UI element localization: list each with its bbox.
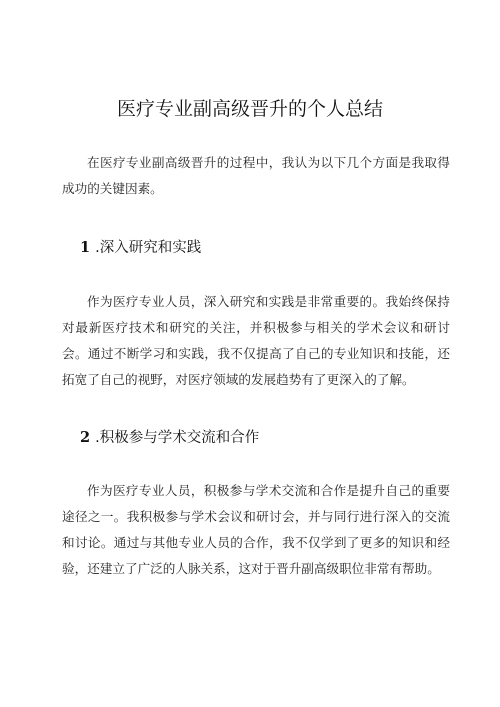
section-1-heading — [80, 238, 201, 258]
page-title: 医疗专业副高级晋升的个人总结 — [116, 98, 383, 120]
section-2-number: 2 — [80, 429, 91, 446]
section-1-number: 1 — [80, 239, 91, 256]
section-1-title: .深入研究和实践 — [95, 240, 202, 256]
section-1-body: 作为医疗专业人员，深入研究和实践是非常重要的。我始终保持对最新医疗技术和研究的关注，并积极参与相关的学术会议和研讨会。通过不断学习和实践，我不仅提高了自己的专业知识和技能，还拓宽了自己的视野，对医疗领域的发展趋势有了更深入的了解。 — [62, 294, 450, 387]
intro-paragraph: 在医疗专业副高级晋升的过程中，我认为以下几个方面是我取得成功的关键因素。 — [62, 155, 450, 196]
section-2-title: .积极参与学术交流和合作 — [95, 430, 260, 446]
section-2-heading — [80, 428, 259, 448]
section-2-body: 作为医疗专业人员，积极参与学术交流和合作是提升自己的重要途径之一。我积极参与学术会议和研讨会，并与同行进行深入的交流和讨论。通过与其他专业人员的合作，我不仅学到了更多的知识和经验，还建立了广泛的人脉关系，这对于晋升副高级职位非常有帮助。 — [62, 483, 450, 576]
